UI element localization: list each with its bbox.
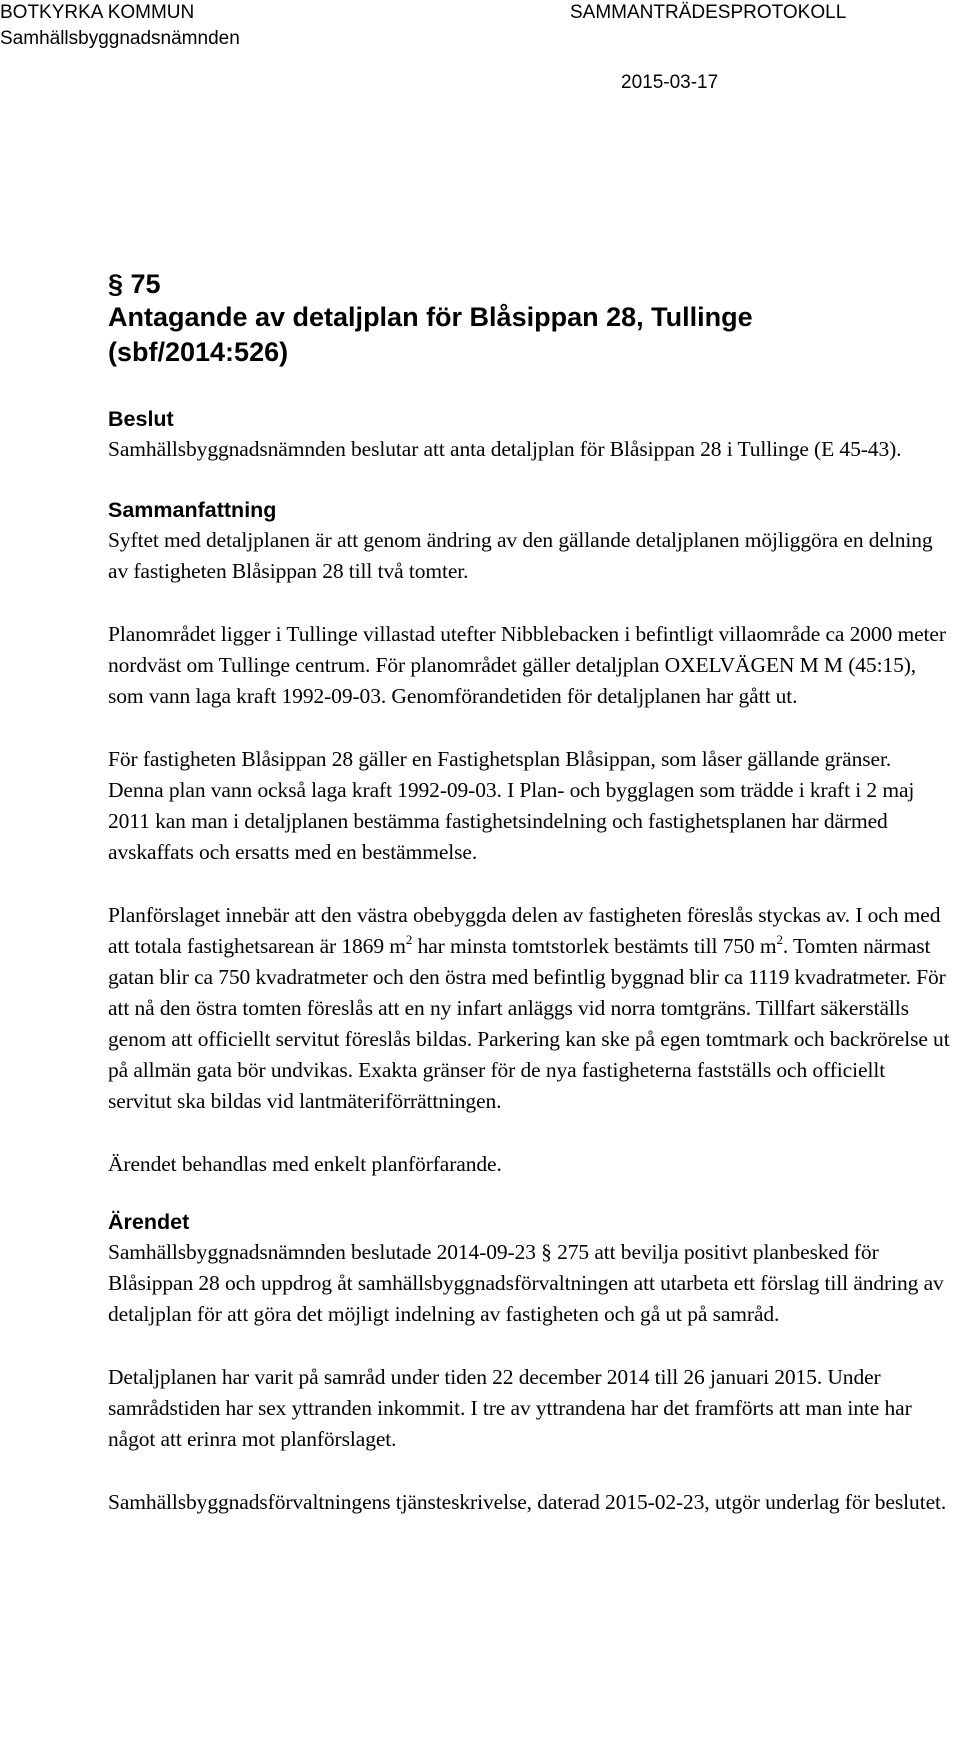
committee-name: Samhällsbyggnadsnämnden	[0, 28, 240, 49]
superscript-square: 2	[776, 932, 783, 947]
p4-part-a: Planförslaget innebär att den västra obebyggda delen av fastigheten föreslås styckas av. I och med att totala fastighetsarean är 1869 m	[108, 903, 941, 958]
heading-arendet: Ärendet	[108, 1210, 190, 1234]
heading-sammanfattning: Sammanfattning	[108, 498, 277, 522]
arendet-paragraph-2: Detaljplanen har varit på samråd under tiden 22 december 2014 till 26 januari 2015. Under samrådstiden har sex yttranden inkommit. I tre av yttrandena har det framförts att man inte har något att erinra mot planförslaget.	[108, 1365, 912, 1451]
sammanfattning-paragraph-2: Planområdet ligger i Tullinge villastad utefter Nibblebacken i befintligt villaområde ca 2000 meter nordväst om Tullinge centrum. För planområdet gäller detaljplan OXELVÄGEN M M (45:15), som vann laga kraft 1992-09-03. Genomförandetiden för detaljplanen har gått ut.	[108, 622, 946, 708]
municipality-name: BOTKYRKA KOMMUN	[0, 2, 195, 23]
sammanfattning-paragraph-3: För fastigheten Blåsippan 28 gäller en Fastighetsplan Blåsippan, som låser gällande gränser. Denna plan vann också laga kraft 1992-09-03. I Plan- och bygglagen som trädde i kraft i 2 maj 2011 kan man i detaljplanen bestämma fastighetsindelning och fastighetsplanen har därmed avskaffats och ersatts med en bestämmelse.	[108, 747, 915, 864]
document-body	[108, 268, 950, 1518]
section-title-line1: Antagande av detaljplan för Blåsippan 28, Tullinge	[108, 302, 753, 332]
meeting-date: 2015-03-17	[621, 72, 719, 93]
p4-part-c: . Tomten närmast gatan blir ca 750 kvadratmeter och den östra med befintlig byggnad blir ca 1119 kvadratmeter. För att nå den östra tomten föreslås att en ny infart anläggs vid norra tomtgräns. Tillfart säkerställs genom att officiellt servitut föreslås bildas. Parkering kan ske på egen tomtmark och backrörelse ut på allmän gata bör undvikas. Exakta gränser för de nya fastigheterna fastställs och officiellt servitut ska bildas vid lantmäteriförrättningen.	[108, 934, 950, 1113]
superscript-square: 2	[405, 932, 413, 947]
arendet-paragraph-3: Samhällsbyggnadsförvaltningens tjänsteskrivelse, daterad 2015-02-23, utgör underlag för beslutet.	[108, 1490, 947, 1514]
sammanfattning-paragraph-4	[108, 900, 950, 1117]
document-type: SAMMANTRÄDESPROTOKOLL	[570, 2, 847, 23]
beslut-text: Samhällsbyggnadsnämnden beslutar att anta detaljplan för Blåsippan 28 i Tullinge (E 45-43).	[108, 437, 902, 461]
sammanfattning-paragraph-1: Syftet med detaljplanen är att genom ändring av den gällande detaljplanen möjliggöra en delning av fastigheten Blåsippan 28 till två tomter.	[108, 528, 933, 583]
section-number: § 75	[108, 269, 161, 299]
arendet-paragraph-1: Samhällsbyggnadsnämnden beslutade 2014-09-23 § 275 att bevilja positivt planbesked för Blåsippan 28 och uppdrog åt samhällsbyggnadsförvaltningen att utarbeta ett förslag till ändring av detaljplan för att göra det möjligt indelning av fastigheten och gå ut på samråd.	[108, 1240, 944, 1326]
sammanfattning-paragraph-5: Ärendet behandlas med enkelt planförfarande.	[108, 1152, 502, 1176]
heading-beslut: Beslut	[108, 407, 174, 431]
section-title-line2: (sbf/2014:526)	[108, 337, 289, 367]
p4-part-b: har minsta tomtstorlek bestämts till 750 m	[412, 934, 777, 958]
